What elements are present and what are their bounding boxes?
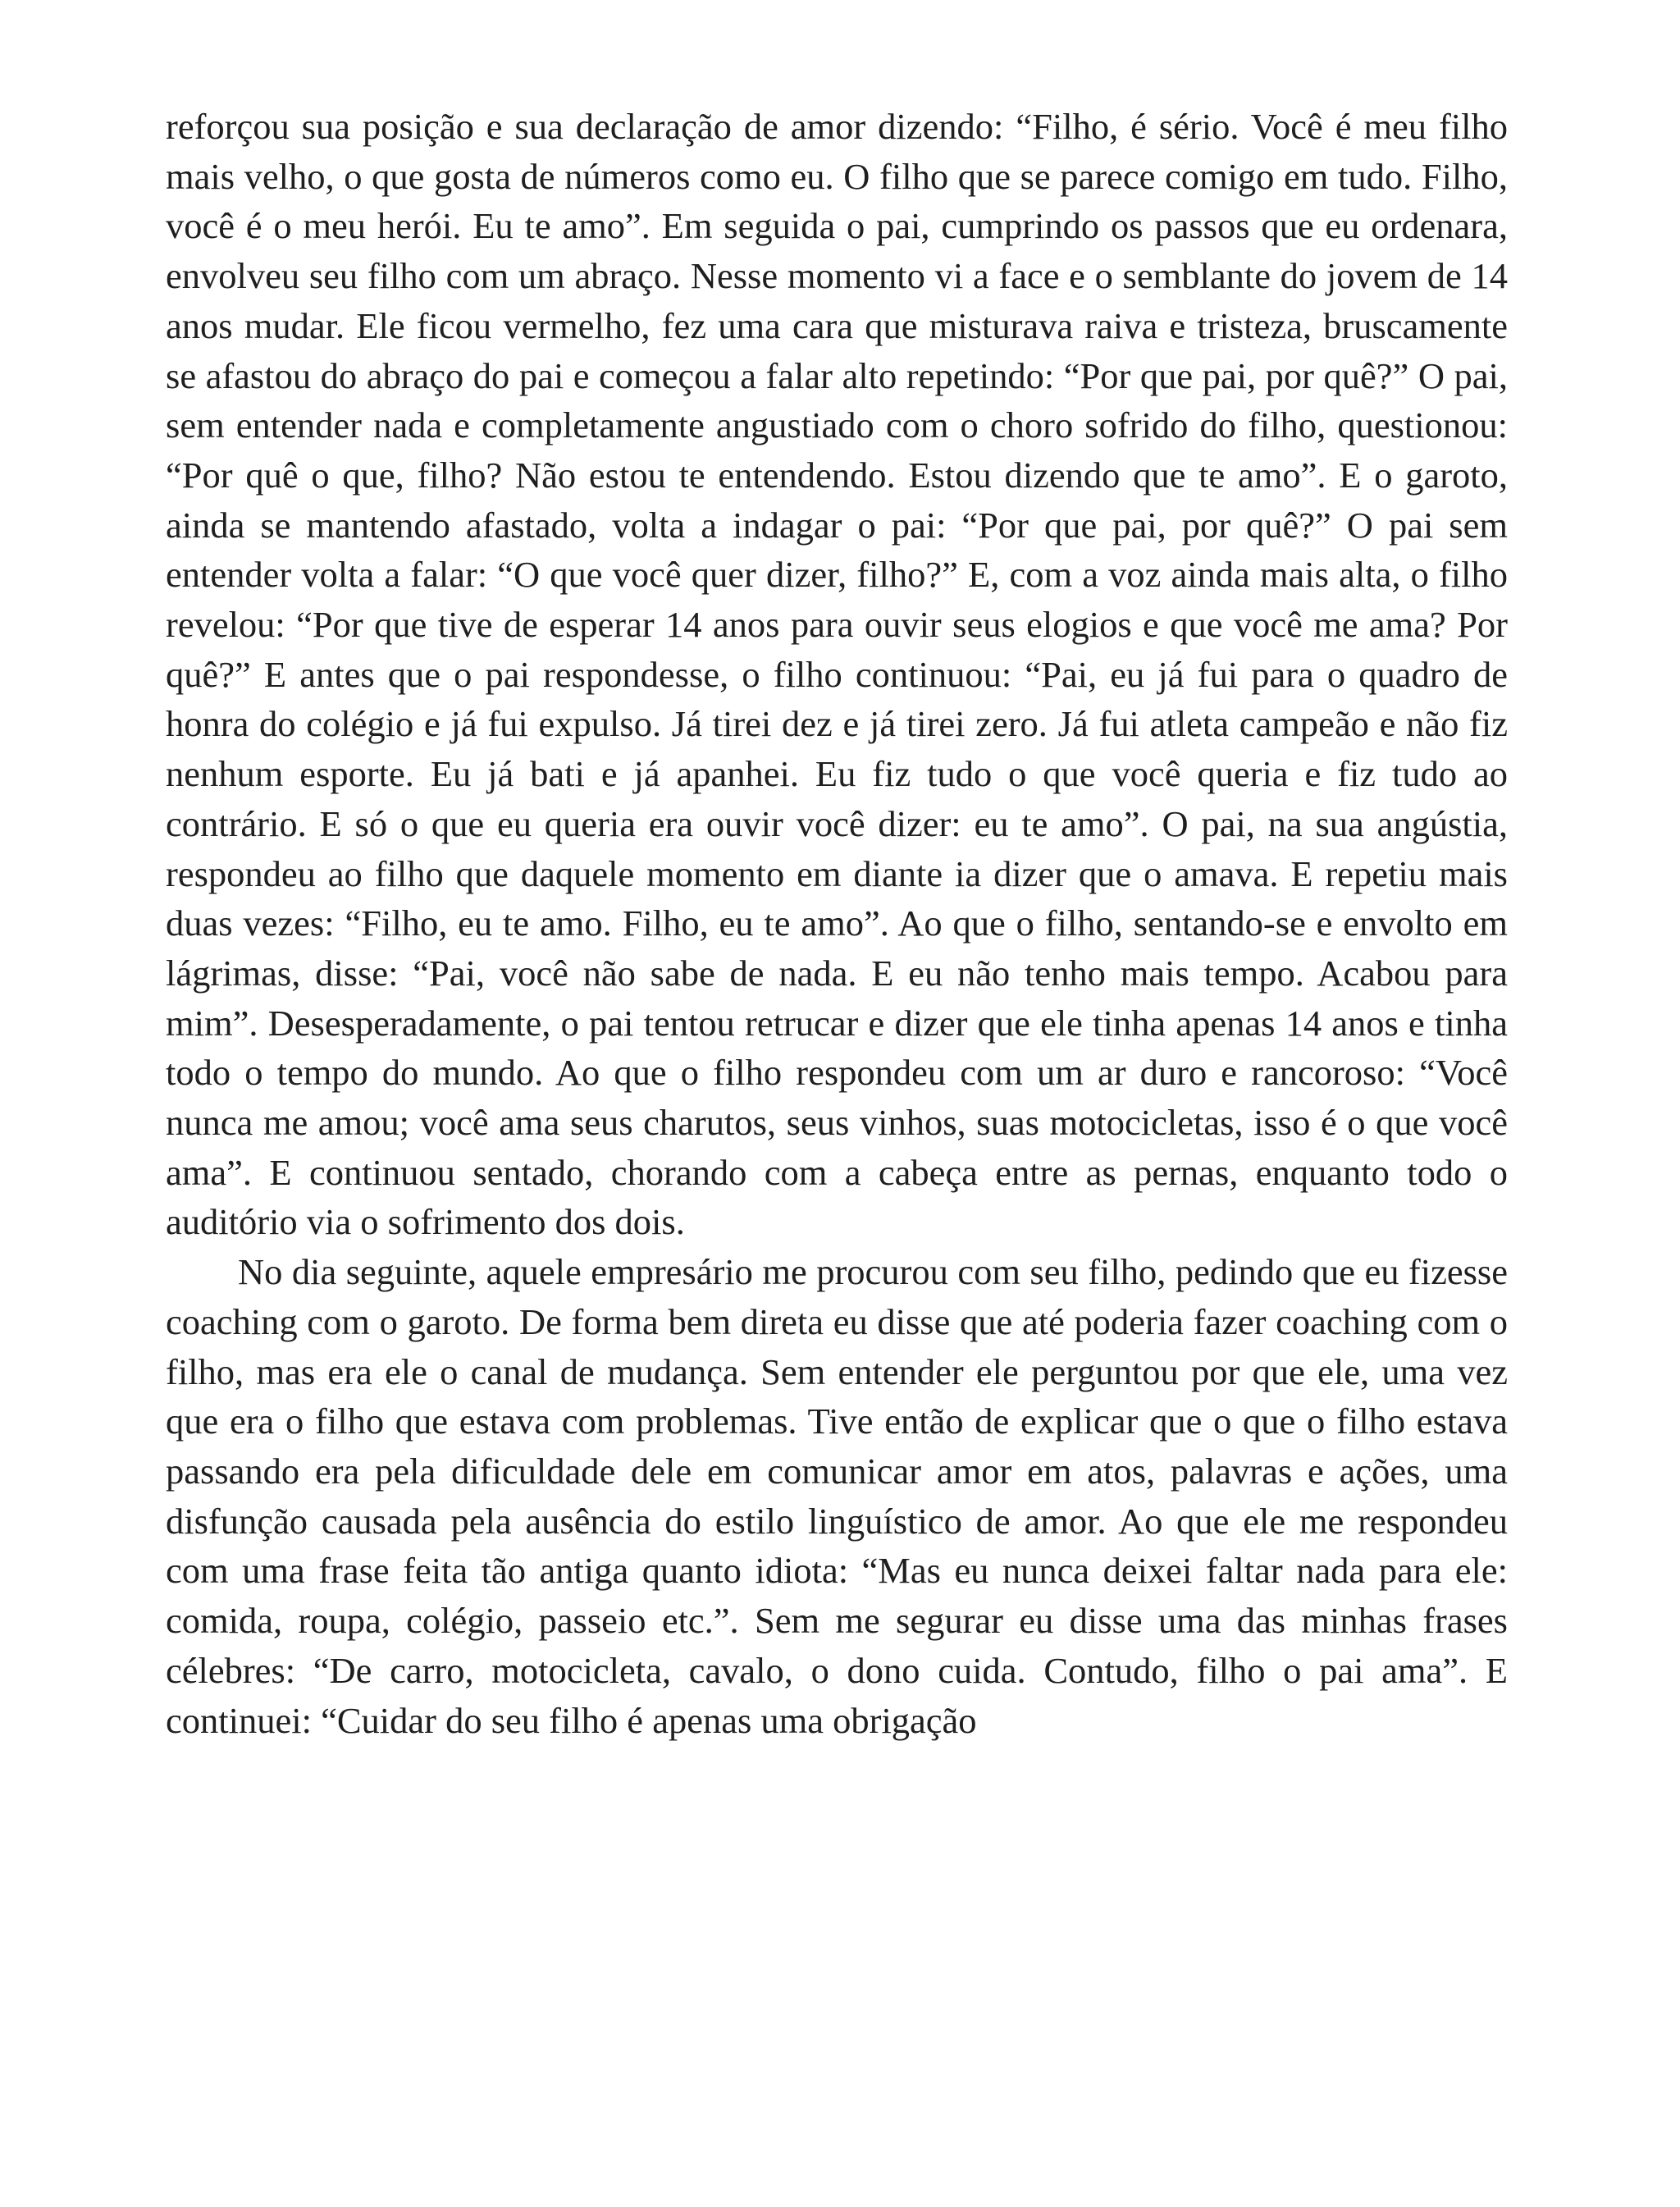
book-page (166, 102, 1508, 1745)
paragraph-next-day: No dia seguinte, aquele empresário me procurou com seu filho, pedindo que eu fizesse coaching com o garoto. De forma bem direta eu disse que até poderia fazer coaching com o filho, mas era ele o canal de mudança. Sem entender ele perguntou por que ele, uma vez que era o filho que estava com problemas. Tive então de explicar que o que o filho estava passando era pela dificuldade dele em comunicar amor em atos, palavras e ações, uma disfunção causada pela ausência do estilo linguístico de amor. Ao que ele me respondeu com uma frase feita tão antiga quanto idiota: “Mas eu nunca deixei faltar nada para ele: comida, roupa, colégio, passeio etc.”. Sem me segurar eu disse uma das minhas frases célebres: “De carro, motocicleta, cavalo, o dono cuida. Contudo, filho o pai ama”. E continuei: “Cuidar do seu filho é apenas uma obrigação (166, 1251, 1508, 1741)
paragraph-continuation: reforçou sua posição e sua declaração de amor dizendo: “Filho, é sério. Você é meu filho mais velho, o que gosta de números como eu. O filho que se parece comigo em tudo. Filho, você é o meu herói. Eu te amo”. Em seguida o pai, cumprindo os passos que eu ordenara, envolveu seu filho com um abraço. Nesse momento vi a face e o semblante do jovem de 14 anos mudar. Ele ficou vermelho, fez uma cara que misturava raiva e tristeza, bruscamente se afastou do abraço do pai e começou a falar alto repetindo: “Por que pai, por quê?” O pai, sem entender nada e completamente angustiado com o choro sofrido do filho, questionou: “Por quê o que, filho? Não estou te entendendo. Estou dizendo que te amo”. E o garoto, ainda se mantendo afastado, volta a indagar o pai: “Por que pai, por quê?” O pai sem entender volta a falar: “O que você quer dizer, filho?” E, com a voz ainda mais alta, o filho revelou: “Por que tive de esperar 14 anos para ouvir seus elogios e que você me ama? Por quê?” E antes que o pai respondesse, o filho continuou: “Pai, eu já fui para o quadro de honra do colégio e já fui expulso. Já tirei dez e já tirei zero. Já fui atleta campeão e não fiz nenhum esporte. Eu já bati e já apanhei. Eu fiz tudo o que você queria e fiz tudo ao contrário. E só o que eu queria era ouvir você dizer: eu te amo”. O pai, na sua angústia, respondeu ao filho que daquele momento em diante ia dizer que o amava. E repetiu mais duas vezes: “Filho, eu te amo. Filho, eu te amo”. Ao que o filho, sentando-se e envolto em lágrimas, disse: “Pai, você não sabe de nada. E eu não tenho mais tempo. Acabou para mim”. Desesperadamente, o pai tentou retrucar e dizer que ele tinha apenas 14 anos e tinha todo o tempo do mundo. Ao que o filho respondeu com um ar duro e rancoroso: “Você nunca me amou; você ama seus charutos, seus vinhos, suas motocicletas, isso é o que você ama”. E continuou sentado, chorando com a cabeça entre as pernas, enquanto todo o auditório via o sofrimento dos dois. (166, 106, 1508, 1243)
